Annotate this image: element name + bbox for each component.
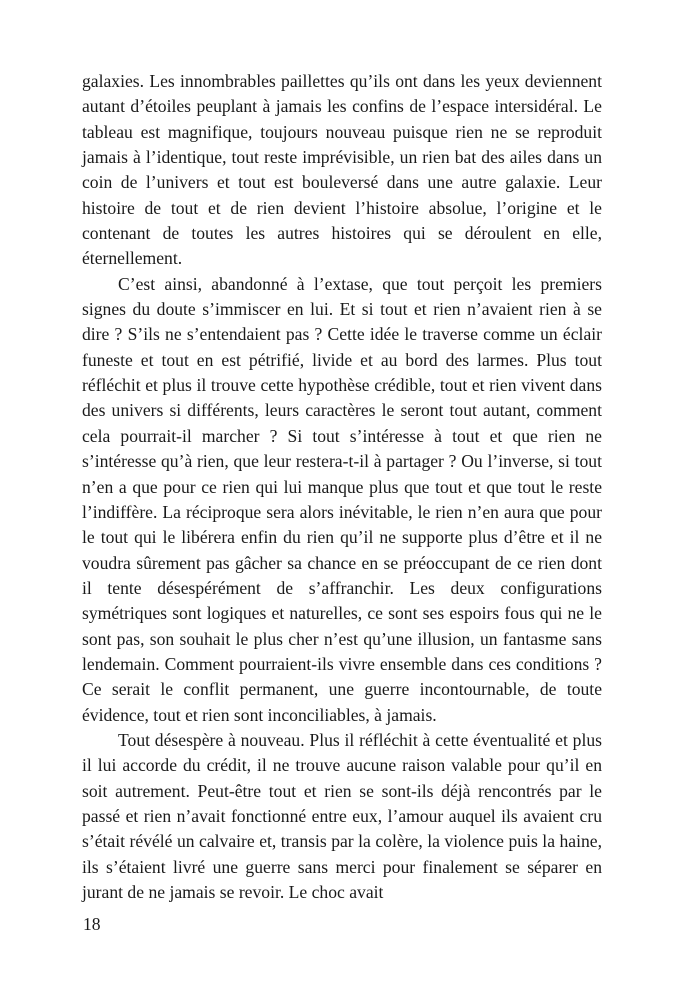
paragraph-despair: Tout désespère à nouveau. Plus il réfléchit à cette éventualité et plus il lui accorde du crédit, il ne trouve aucune raison valable pour qu’il en soit autrement. Peut-être tout et rien se sont-ils déjà rencontrés par le passé et rien n’avait fonctionné entre eux, l’amour auquel ils avaient cru s’était révélé un calvaire et, transis par la colère, la violence puis la haine, ils s’étaient livré une guerre sans merci pour finalement se séparer en jurant de ne jamais se revoir. Le choc avait bbox=[82, 729, 602, 902]
paragraph-continuation: galaxies. Les innombrables paillettes qu’ils ont dans les yeux deviennent autant d’étoiles peuplant à jamais les confins de l’espace intersidéral. Le tableau est magnifique, toujours nouveau puisque rien ne se reproduit jamais à l’identique, tout reste imprévisible, un rien bat des ailes dans un coin de l’univers et tout est bouleversé dans une autre galaxie. Leur histoire de tout et de rien devient l’histoire absolue, l’origine et le contenant de toutes les autres histoires qui se déroulent en elle, éternellement. bbox=[82, 71, 602, 269]
page-number: 18 bbox=[83, 914, 101, 934]
paragraph-doubt: C’est ainsi, abandonné à l’extase, que tout perçoit les premiers signes du doute s’immiscer en lui. Et si tout et rien n’avaient rien à se dire ? S’ils ne s’entendaient pas ? Cette idée le traverse comme un éclair funeste et tout en est pétrifié, livide et au bord des larmes. Plus tout réfléchit et plus il trouve cette hypothèse crédible, tout et rien vivent dans des univers si différents, leurs caractères le seront tout autant, comment cela pourrait-il marcher ? Si tout s’intéresse à tout et que rien ne s’intéresse qu’à rien, que leur restera-t-il à partager ? Ou l’inverse, si tout n’en a que pour ce rien qui lui manque plus que tout et que tout le reste l’indiffère. La réciproque sera alors inévitable, le rien n’en aura que pour le tout qui le libérera enfin du rien qu’il ne supporte plus d’être et il ne voudra sûrement pas gâcher sa chance en se préoccupant de ce rien dont il tente désespérément de s’affranchir. Les deux configurations symétriques sont logiques et naturelles, ce sont ses espoirs fous qui ne le sont pas, son souhait le plus cher n’est qu’une illusion, un fantasme sans lendemain. Comment pourraient-ils vivre ensemble dans ces conditions ? Ce serait le conflit permanent, une guerre incontournable, de toute évidence, tout et rien sont inconciliables, à jamais. bbox=[82, 273, 602, 725]
body-text bbox=[82, 69, 602, 905]
